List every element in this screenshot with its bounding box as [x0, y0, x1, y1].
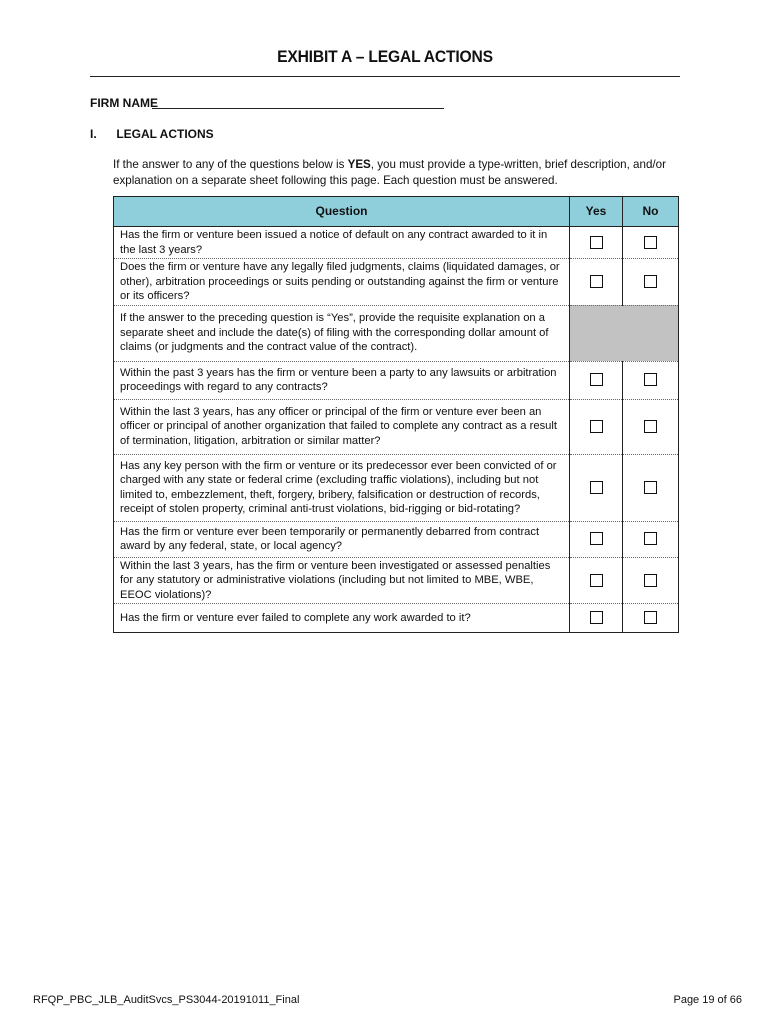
- no-checkbox[interactable]: [644, 373, 657, 386]
- yes-checkbox[interactable]: [590, 420, 603, 433]
- footer-page-number: Page 19 of 66: [673, 994, 742, 1006]
- no-checkbox[interactable]: [644, 611, 657, 624]
- no-cell: [623, 361, 679, 399]
- header-no: No: [623, 197, 679, 227]
- yes-cell: [570, 521, 623, 557]
- yes-cell: [570, 259, 623, 306]
- instructions-text-end: , you must provide a type-written, brief description, and/or explanation on a separate sheet following this page. Each question must be answered.: [113, 158, 666, 187]
- question-text: Within the past 3 years has the firm or venture been a party to any lawsuits or arbitration proceedings with regard to any contracts?: [114, 361, 570, 399]
- document-title: EXHIBIT A – LEGAL ACTIONS: [277, 47, 493, 66]
- header-yes: Yes: [570, 197, 623, 227]
- firm-name-label: FIRM NAME: [90, 96, 158, 110]
- question-text: Has the firm or venture been issued a notice of default on any contract awarded to it in the last 3 years?: [114, 227, 570, 259]
- table-row: [114, 454, 679, 521]
- no-cell: [623, 604, 679, 633]
- table-row: [114, 604, 679, 633]
- question-text: Has the firm or venture ever failed to complete any work awarded to it?: [120, 611, 471, 624]
- table-row: [114, 305, 679, 361]
- legal-actions-table: [113, 196, 679, 633]
- yes-checkbox[interactable]: [590, 574, 603, 587]
- no-checkbox[interactable]: [644, 481, 657, 494]
- header-question: Question: [114, 197, 570, 227]
- instructions-text-start: If the answer to any of the questions below is: [113, 158, 348, 171]
- footer-document-id: RFQP_PBC_JLB_AuditSvcs_PS3044-20191011_Final: [33, 994, 300, 1006]
- table-row: [114, 521, 679, 557]
- table-row: [114, 259, 679, 306]
- yes-cell: [570, 557, 623, 604]
- yes-cell: [570, 604, 623, 633]
- table-row: [114, 227, 679, 259]
- title-divider: [90, 76, 680, 77]
- yes-checkbox[interactable]: [590, 481, 603, 494]
- yes-checkbox[interactable]: [590, 275, 603, 288]
- no-checkbox[interactable]: [644, 532, 657, 545]
- question-text: Has the firm or venture ever been temporarily or permanently debarred from contract award by any federal, state, or local agency?: [114, 521, 570, 557]
- section-title: LEGAL ACTIONS: [116, 127, 214, 141]
- no-checkbox[interactable]: [644, 574, 657, 587]
- shaded-na-cell: [570, 305, 679, 361]
- question-text: Within the last 3 years, has the firm or venture been investigated or assessed penalties for any statutory or administrative violations (including but not limited to MBE, WBE, EEOC violations)?: [114, 557, 570, 604]
- table-row: [114, 399, 679, 454]
- no-cell: [623, 454, 679, 521]
- instructions-yes-emphasis: YES: [347, 158, 371, 171]
- table-header-row: [114, 197, 679, 227]
- yes-checkbox[interactable]: [590, 373, 603, 386]
- no-cell: [623, 557, 679, 604]
- yes-cell: [570, 399, 623, 454]
- question-text: Within the last 3 years, has any officer or principal of the firm or venture ever been an officer or principal of another organization that failed to complete any contract as a result of termination, litigation, arbitration or similar matter?: [114, 399, 570, 454]
- table-row: [114, 361, 679, 399]
- question-text: Does the firm or venture have any legally filed judgments, claims (liquidated damages, or other), arbitration proceedings or suits pending or outstanding against the firm or venture or its officers?: [114, 259, 570, 306]
- no-checkbox[interactable]: [644, 275, 657, 288]
- no-cell: [623, 227, 679, 259]
- no-cell: [623, 259, 679, 306]
- section-number: I.: [90, 127, 97, 141]
- no-checkbox[interactable]: [644, 236, 657, 249]
- question-text: If the answer to the preceding question is “Yes”, provide the requisite explanation on a separate sheet and include the date(s) of filing with the corresponding dollar amount of claims (or judgments and the contract value of the contract).: [114, 305, 570, 361]
- no-checkbox[interactable]: [644, 420, 657, 433]
- yes-cell: [570, 227, 623, 259]
- instructions-paragraph: [113, 157, 683, 189]
- question-text: Has any key person with the firm or venture or its predecessor ever been convicted of or charged with any state or federal crime (excluding traffic violations), including but not limited to, embezzlement, theft, forgery, bribery, falsification or destruction of records, receipt of stolen property, criminal anti-trust violations, bid-rigging or bid-rotating?: [114, 454, 570, 521]
- yes-checkbox[interactable]: [590, 532, 603, 545]
- no-cell: [623, 399, 679, 454]
- yes-checkbox[interactable]: [590, 236, 603, 249]
- firm-name-field[interactable]: [152, 108, 444, 109]
- table-row: [114, 557, 679, 604]
- no-cell: [623, 521, 679, 557]
- yes-checkbox[interactable]: [590, 611, 603, 624]
- yes-cell: [570, 361, 623, 399]
- yes-cell: [570, 454, 623, 521]
- section-heading: [90, 127, 214, 141]
